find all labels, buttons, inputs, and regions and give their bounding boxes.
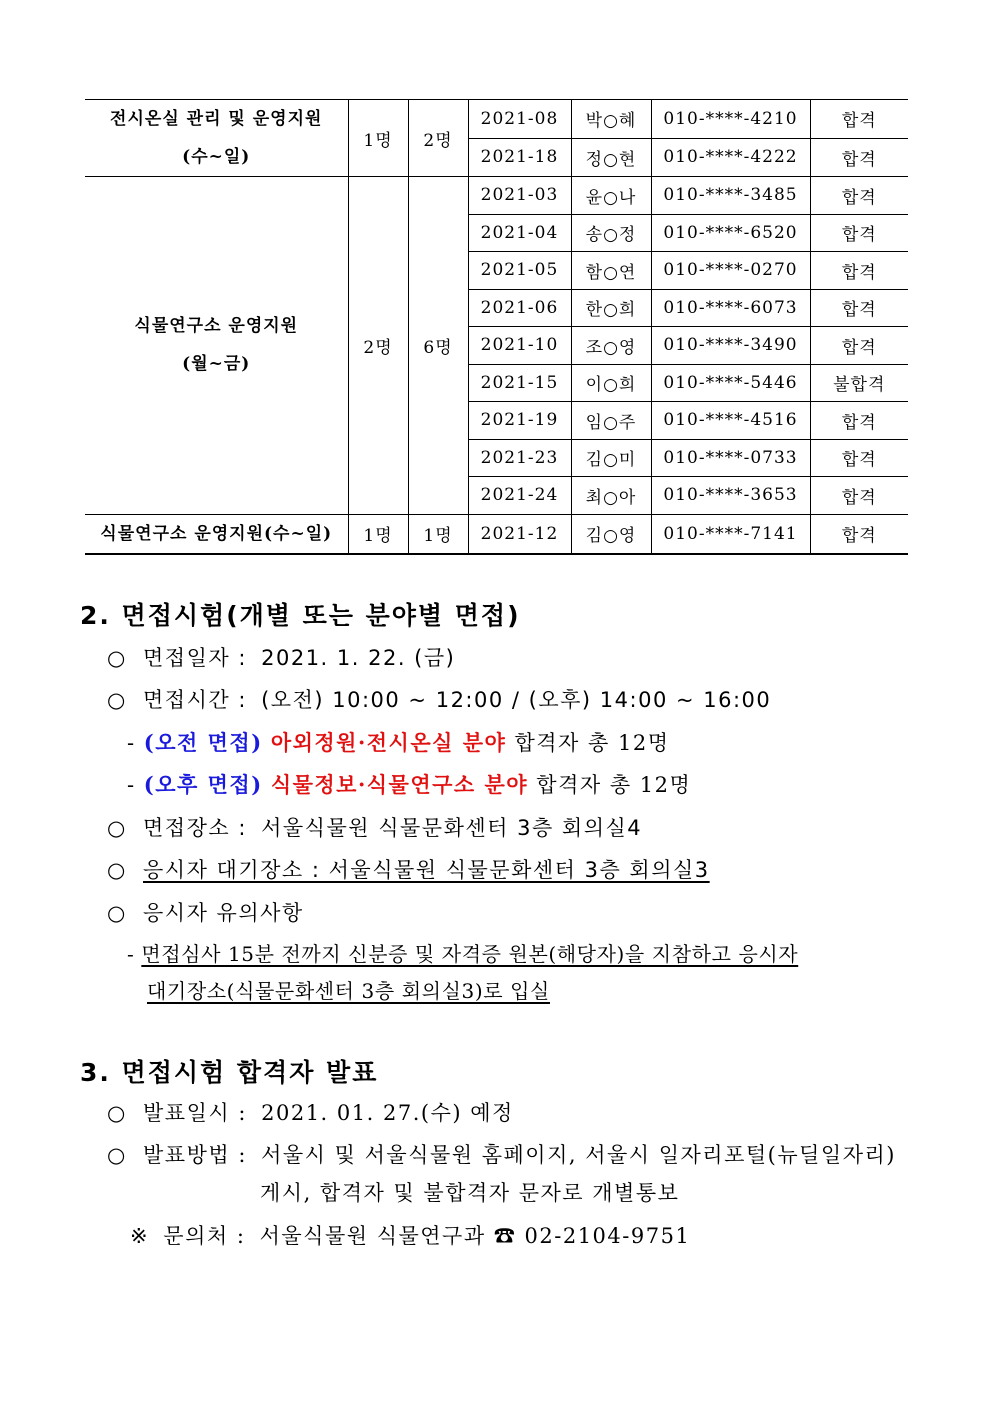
interview-time (107, 684, 771, 714)
id-cell: 2021-03 (468, 177, 571, 215)
name-cell: 정○현 (571, 138, 651, 177)
pm-session-line (127, 769, 691, 799)
quota-cell: 1명 (348, 514, 408, 554)
id-cell: 2021-06 (468, 289, 571, 327)
note-line-1 (127, 938, 798, 967)
result-cell: 합격 (810, 514, 908, 554)
am-session-label: (오전 면접) (143, 730, 263, 755)
contact-label: 문의처 : (163, 1224, 246, 1248)
applicants-cell: 6명 (408, 177, 468, 515)
am-pass-count: 합격자 총 12명 (514, 731, 670, 755)
name-cell: 한○희 (571, 289, 651, 327)
name-cell: 최○아 (571, 477, 651, 515)
quota-cell: 2명 (348, 177, 408, 515)
phone-icon: ☎ (493, 1224, 517, 1248)
phone-cell: 010-****-3485 (651, 177, 810, 215)
bullet-icon: ○ (107, 1143, 127, 1167)
announcement-date (107, 1097, 514, 1127)
phone-cell: 010-****-0733 (651, 439, 810, 477)
interview-venue-value: 서울식물원 식물문화센터 3층 회의실4 (261, 816, 643, 840)
category-line: (월~금) (182, 354, 251, 375)
result-cell: 불합격 (810, 364, 908, 402)
section3-heading: 3. 면접시험 합격자 발표 (80, 1058, 379, 1087)
announcement-method-line-2 (260, 1177, 679, 1207)
note-line-1-text: 면접심사 15분 전까지 신분증 및 자격증 원본(해당자)을 지참하고 응시자 (141, 942, 799, 966)
result-cell: 합격 (810, 289, 908, 327)
result-cell: 합격 (810, 327, 908, 365)
id-cell: 2021-18 (468, 138, 571, 177)
result-cell: 합격 (810, 252, 908, 290)
applicant-notes (107, 897, 304, 927)
announcement-date-value: 2021. 01. 27.(수) 예정 (261, 1101, 514, 1125)
result-cell: 합격 (810, 477, 908, 515)
id-cell: 2021-15 (468, 364, 571, 402)
interview-date-value: 2021. 1. 22. (금) (261, 646, 456, 670)
result-cell: 합격 (810, 402, 908, 440)
bullet-icon: ○ (107, 816, 127, 840)
result-cell: 합격 (810, 177, 908, 215)
phone-cell: 010-****-6073 (651, 289, 810, 327)
bullet-icon: ○ (107, 688, 127, 712)
bullet-icon: ○ (107, 858, 127, 882)
pm-pass-count: 합격자 총 12명 (536, 773, 692, 797)
id-cell: 2021-10 (468, 327, 571, 365)
announcement-method-label: 발표방법 : (143, 1143, 247, 1167)
phone-cell: 010-****-3653 (651, 477, 810, 515)
interview-time-value: (오전) 10:00 ~ 12:00 / (오후) 14:00 ~ 16:00 (261, 688, 772, 712)
id-cell: 2021-23 (468, 439, 571, 477)
note-line-2-text: 대기장소(식물문화센터 3층 회의실3)로 입실 (147, 979, 550, 1003)
name-cell: 김○미 (571, 439, 651, 477)
dash-marker: - (127, 942, 135, 966)
name-cell: 임○주 (571, 402, 651, 440)
announcement-date-label: 발표일시 : (143, 1101, 247, 1125)
name-cell: 김○영 (571, 514, 651, 554)
name-cell: 윤○나 (571, 177, 651, 215)
result-cell: 합격 (810, 138, 908, 177)
phone-cell: 010-****-5446 (651, 364, 810, 402)
interview-date (107, 642, 455, 672)
result-cell: 합격 (810, 214, 908, 252)
id-cell: 2021-04 (468, 214, 571, 252)
announcement-method-value-2: 게시, 합격자 및 불합격자 문자로 개별통보 (260, 1181, 680, 1205)
category-cell (85, 177, 348, 515)
phone-cell: 010-****-6520 (651, 214, 810, 252)
name-cell: 함○연 (571, 252, 651, 290)
applicant-notes-label: 응시자 유의사항 (143, 901, 304, 925)
interview-date-label: 면접일자 : (143, 646, 247, 670)
bullet-icon: ○ (107, 1101, 127, 1125)
section2-heading: 2. 면접시험(개별 또는 분야별 면접) (80, 601, 521, 630)
phone-cell: 010-****-3490 (651, 327, 810, 365)
waiting-room (107, 854, 710, 884)
interview-time-label: 면접시간 : (143, 688, 247, 712)
am-fields: 아외정원·전시온실 분야 (270, 730, 507, 755)
contact-org: 서울식물원 식물연구과 (259, 1224, 486, 1248)
applicants-cell: 2명 (408, 100, 468, 177)
category-cell: 식물연구소 운영지원(수~일) (85, 514, 348, 554)
dash-marker: - (127, 731, 136, 755)
announcement-method (107, 1139, 896, 1169)
phone-cell: 010-****-4210 (651, 100, 810, 139)
table-row (85, 514, 908, 554)
announcement-method-value-1: 서울시 및 서울식물원 홈페이지, 서울시 일자리포털(뉴딜일자리) (261, 1143, 896, 1167)
waiting-room-text: 응시자 대기장소 : 서울식물원 식물문화센터 3층 회의실3 (143, 858, 710, 882)
category-cell (85, 100, 348, 177)
applicants-cell: 1명 (408, 514, 468, 554)
pm-session-label: (오후 면접) (143, 772, 263, 797)
name-cell: 송○정 (571, 214, 651, 252)
bullet-icon: ○ (107, 646, 127, 670)
id-cell: 2021-24 (468, 477, 571, 515)
table-row (85, 177, 908, 215)
id-cell: 2021-12 (468, 514, 571, 554)
name-cell: 조○영 (571, 327, 651, 365)
interview-venue-label: 면접장소 : (143, 816, 247, 840)
phone-cell: 010-****-0270 (651, 252, 810, 290)
id-cell: 2021-19 (468, 402, 571, 440)
phone-cell: 010-****-4222 (651, 138, 810, 177)
id-cell: 2021-08 (468, 100, 571, 139)
result-cell: 합격 (810, 100, 908, 139)
note-mark-icon: ※ (130, 1224, 150, 1248)
results-table (85, 99, 908, 555)
category-line: 전시온실 관리 및 운영지원 (110, 109, 323, 129)
table-row (85, 100, 908, 139)
quota-cell: 1명 (348, 100, 408, 177)
category-line: 식물연구소 운영지원 (134, 316, 299, 337)
name-cell: 박○혜 (571, 100, 651, 139)
name-cell: 이○희 (571, 364, 651, 402)
note-line-2 (147, 975, 550, 1004)
result-cell: 합격 (810, 439, 908, 477)
category-line: (수~일) (182, 147, 251, 167)
phone-cell: 010-****-4516 (651, 402, 810, 440)
interview-venue (107, 812, 642, 842)
phone-cell: 010-****-7141 (651, 514, 810, 554)
id-cell: 2021-05 (468, 252, 571, 290)
dash-marker: - (127, 773, 136, 797)
bullet-icon: ○ (107, 901, 127, 925)
contact-phone: 02-2104-9751 (524, 1224, 691, 1248)
pm-fields: 식물정보·식물연구소 분야 (270, 772, 529, 797)
am-session-line (127, 727, 670, 757)
contact-info (130, 1220, 690, 1250)
